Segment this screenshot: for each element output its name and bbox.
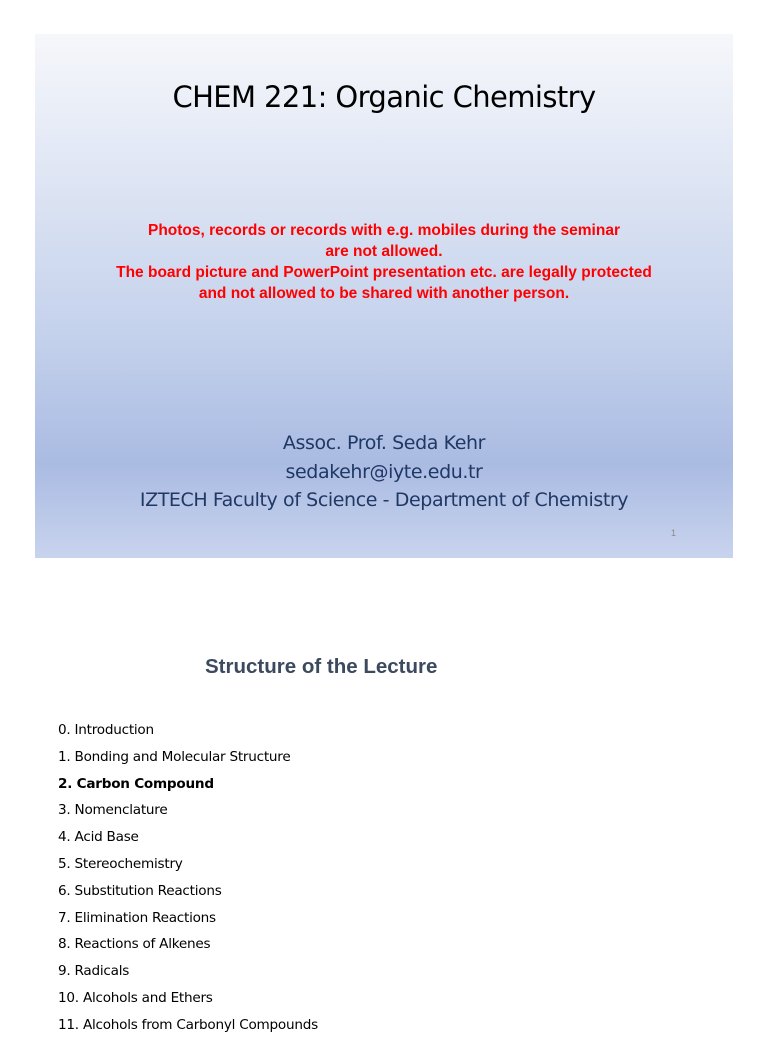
author-block	[35, 429, 733, 515]
warning-line: Photos, records or records with e.g. mobiles during the seminar	[148, 222, 620, 239]
outline-item: 2. Carbon Compound	[58, 775, 214, 792]
outline-item: 3. Nomenclature	[58, 802, 168, 819]
outline-item: 0. Introduction	[58, 722, 154, 738]
outline-item: 1. Bonding and Molecular Structure	[58, 748, 291, 765]
outline-item: 9. Radicals	[58, 963, 130, 980]
outline-item: 6. Substitution Reactions	[58, 882, 222, 899]
outline-item: 10. Alcohols and Ethers	[58, 989, 213, 1006]
lecture-structure-heading: Structure of the Lecture	[205, 655, 438, 678]
warning-line: The board picture and PowerPoint presentation etc. are legally protected	[116, 264, 652, 281]
outline-item: 7. Elimination Reactions	[58, 909, 216, 926]
lecture-outline-list	[58, 717, 318, 1039]
title-slide	[35, 34, 733, 558]
warning-line: are not allowed.	[325, 243, 443, 260]
outline-item: 8. Reactions of Alkenes	[58, 936, 211, 953]
copyright-warning	[35, 220, 733, 304]
outline-item: 5. Stereochemistry	[58, 855, 183, 872]
slide-title: CHEM 221: Organic Chemistry	[172, 80, 596, 114]
author-email: sedakehr@iyte.edu.tr	[285, 460, 483, 483]
author-name: Assoc. Prof. Seda Kehr	[282, 432, 486, 454]
slide-page-number: 1	[671, 528, 677, 538]
outline-item: 11. Alcohols from Carbonyl Compounds	[58, 1016, 318, 1033]
outline-item: 4. Acid Base	[58, 829, 139, 846]
warning-line: and not allowed to be shared with another person.	[198, 285, 570, 302]
author-affiliation: IZTECH Faculty of Science - Department of Chemistry	[139, 489, 629, 511]
